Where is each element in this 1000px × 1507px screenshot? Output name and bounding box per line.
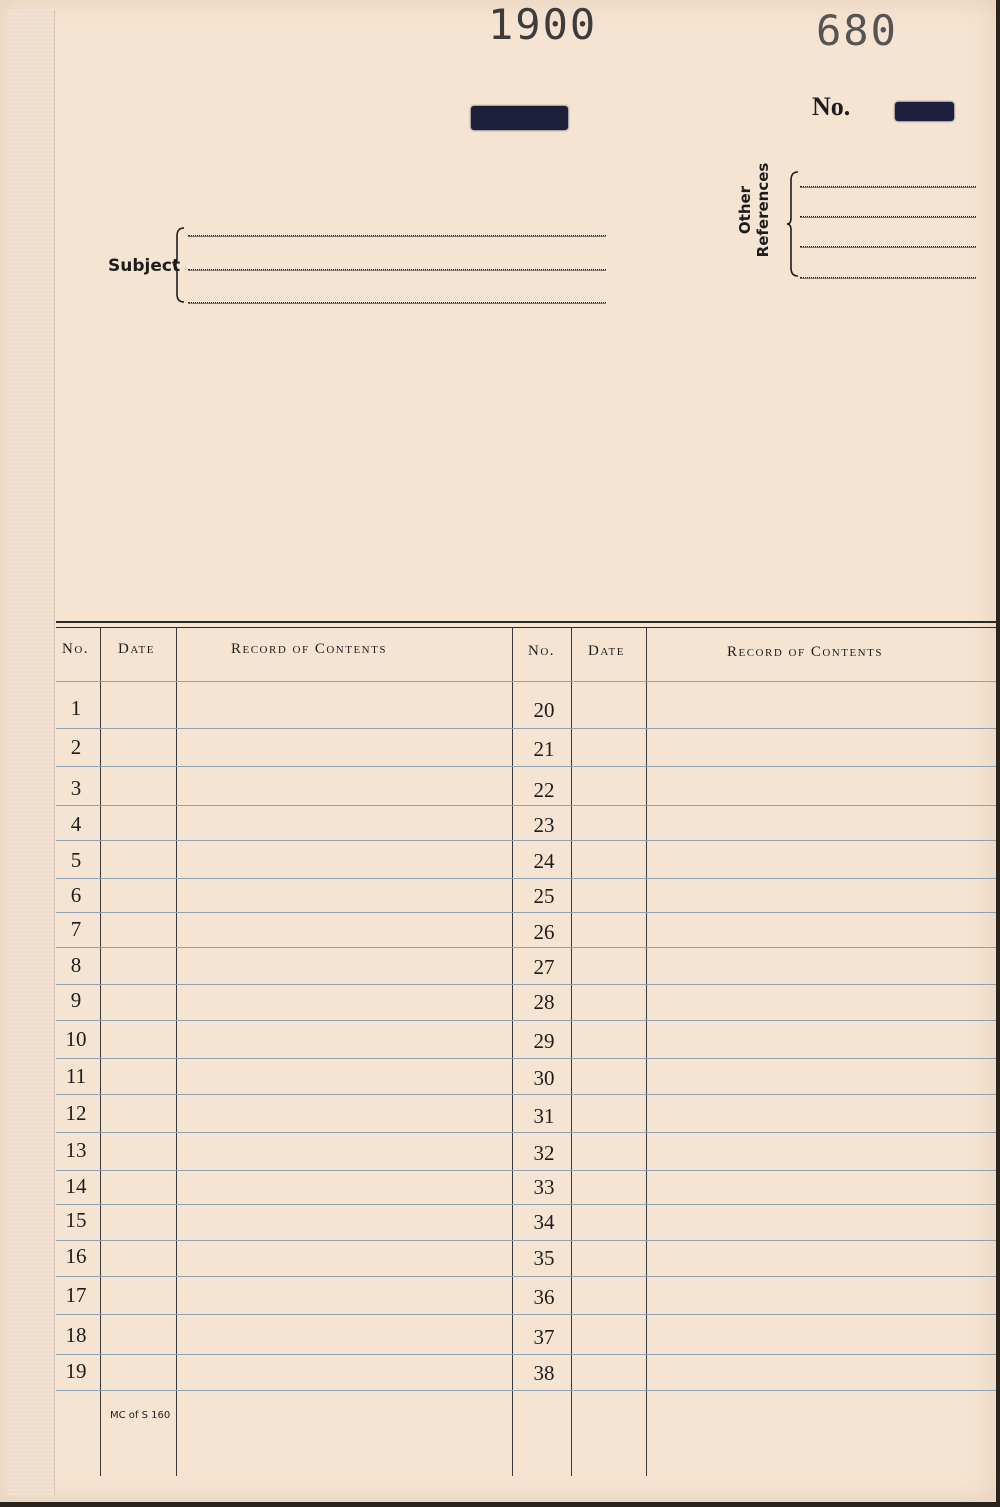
- row-number-right: 34: [533, 1210, 555, 1234]
- row-number-left: 14: [65, 1174, 87, 1198]
- table-row-line: [56, 1094, 996, 1095]
- row-number-left: 19: [65, 1359, 87, 1383]
- row-number-right: 22: [533, 778, 555, 802]
- table-row-line: [56, 1314, 996, 1315]
- row-number-right: 26: [533, 920, 555, 944]
- header-date-left: Date: [118, 641, 155, 657]
- column-divider: [646, 628, 647, 1476]
- row-number-right: 25: [533, 884, 555, 908]
- header-date-right: Date: [588, 643, 625, 659]
- table-row-line: [56, 878, 996, 879]
- column-divider: [571, 628, 572, 1476]
- row-number-left: 16: [65, 1244, 87, 1268]
- other-ref-line-4[interactable]: [800, 277, 976, 278]
- stamp-number-top: 1900: [488, 0, 598, 49]
- row-number-left: 5: [70, 848, 82, 872]
- table-row-line: [56, 840, 996, 841]
- row-number-right: 36: [533, 1285, 555, 1309]
- table-row-line: [56, 984, 996, 985]
- header-no-left: No.: [62, 641, 90, 657]
- other-ref-line-3[interactable]: [800, 246, 976, 247]
- row-number-left: 2: [70, 735, 82, 759]
- row-number-right: 37: [533, 1325, 555, 1349]
- row-number-right: 20: [533, 698, 555, 722]
- header-no-right: No.: [528, 643, 556, 659]
- table-row-line: [56, 1132, 996, 1133]
- table-row-line: [56, 1204, 996, 1205]
- row-number-right: 33: [533, 1175, 555, 1199]
- form-code: MC of S 160: [110, 1410, 171, 1421]
- row-number-left: 11: [65, 1064, 87, 1088]
- table-row-line: [56, 1390, 996, 1391]
- header-record-right: Record of Contents: [727, 644, 883, 660]
- subject-line-1[interactable]: [188, 235, 606, 236]
- table-top-rule: [56, 621, 996, 623]
- table-row-line: [56, 1020, 996, 1021]
- row-number-left: 18: [65, 1323, 87, 1347]
- other-references-label: [736, 150, 772, 270]
- file-number-label: No.: [812, 92, 851, 121]
- row-number-left: 3: [70, 776, 82, 800]
- other-references-brace: [786, 170, 800, 278]
- row-number-left: 12: [65, 1101, 87, 1125]
- column-divider: [176, 628, 177, 1476]
- row-number-left: 7: [70, 917, 82, 941]
- table-row-line: [56, 805, 996, 806]
- redaction-mark-right: [895, 102, 954, 121]
- table-row-line: [56, 947, 996, 948]
- table-row-line: [56, 1058, 996, 1059]
- row-number-left: 15: [65, 1208, 87, 1232]
- row-number-right: 27: [533, 955, 555, 979]
- row-number-right: 23: [533, 813, 555, 837]
- row-number-right: 24: [533, 849, 555, 873]
- subject-brace: [172, 226, 186, 304]
- header-record-left: Record of Contents: [231, 641, 387, 657]
- other-references-line-1: Other: [736, 185, 754, 235]
- row-number-right: 32: [533, 1141, 555, 1165]
- redaction-mark-center: [471, 106, 568, 130]
- other-references-line-2: References: [754, 162, 772, 258]
- column-divider: [100, 628, 101, 1476]
- table-row-line: [56, 1354, 996, 1355]
- subject-line-3[interactable]: [188, 302, 606, 303]
- binding-spine: [8, 10, 55, 1495]
- subject-line-2[interactable]: [188, 269, 606, 270]
- table-row-line: [56, 1170, 996, 1171]
- row-number-right: 38: [533, 1361, 555, 1385]
- row-number-left: 8: [70, 953, 82, 977]
- row-number-left: 6: [70, 883, 82, 907]
- row-number-left: 13: [65, 1138, 87, 1162]
- row-number-left: 17: [65, 1283, 87, 1307]
- table-top-rule-2: [56, 627, 996, 628]
- row-number-left: 9: [70, 988, 82, 1012]
- stamp-number-right: 680: [816, 6, 898, 55]
- row-number-right: 21: [533, 737, 555, 761]
- row-number-right: 30: [533, 1066, 555, 1090]
- table-row-line: [56, 1240, 996, 1241]
- table-row-line: [56, 681, 996, 682]
- row-number-right: 31: [533, 1104, 555, 1128]
- row-number-left: 4: [70, 812, 82, 836]
- row-number-right: 28: [533, 990, 555, 1014]
- row-number-left: 10: [65, 1027, 87, 1051]
- table-row-line: [56, 766, 996, 767]
- table-row-line: [56, 912, 996, 913]
- other-ref-line-1[interactable]: [800, 186, 976, 187]
- table-row-line: [56, 728, 996, 729]
- row-number-right: 35: [533, 1246, 555, 1270]
- subject-label: Subject: [108, 256, 181, 276]
- table-row-line: [56, 1276, 996, 1277]
- other-ref-line-2[interactable]: [800, 216, 976, 217]
- row-number-left: 1: [70, 696, 82, 720]
- column-divider: [512, 628, 513, 1476]
- row-number-right: 29: [533, 1029, 555, 1053]
